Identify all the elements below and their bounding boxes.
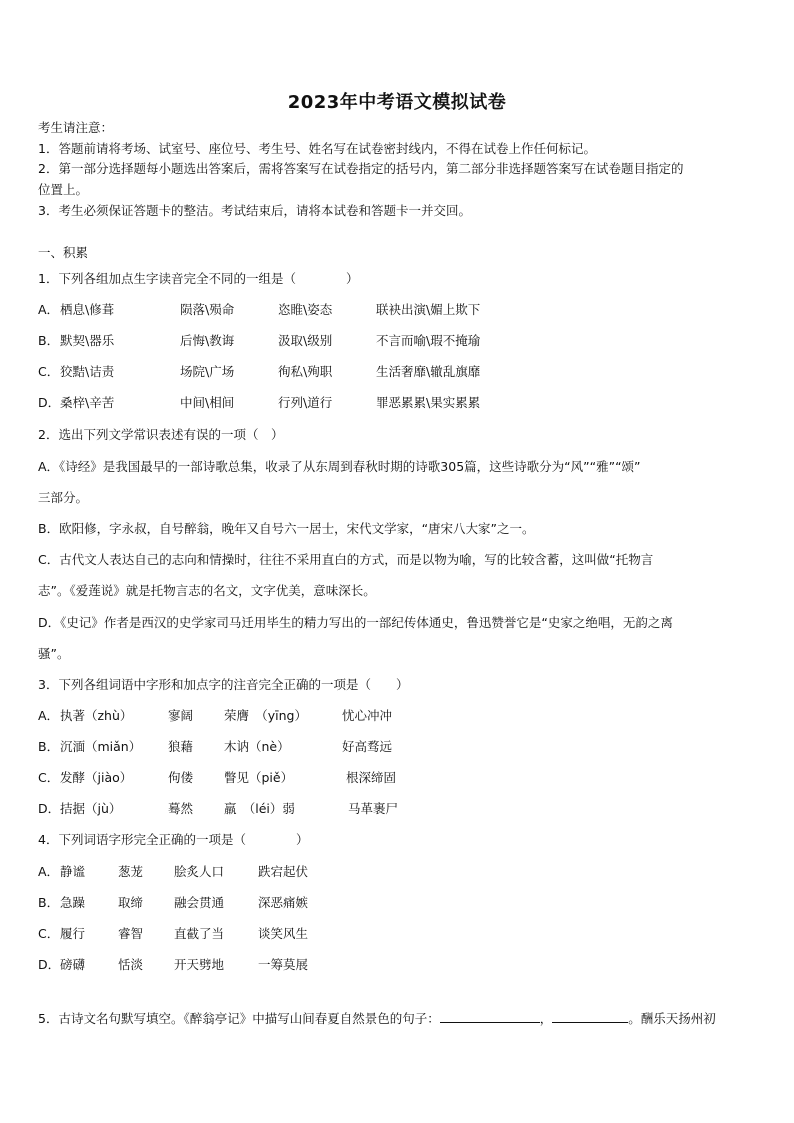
option-item: 根深缔固 [346,770,397,785]
question-stem: 1．下列各组加点生字读音完全不同的一组是（ ） [38,271,359,286]
notice-item: 2．第一部分选择题每小题选出答案后，需将答案写在试卷指定的括号内，第二部分非选择题答案写在试卷题目指定的 [38,161,684,176]
option-item: 中间\相间 [180,395,235,410]
notice-item: 1．答题前请将考场、试室号、座位号、考生号、姓名写在试卷密封线内，不得在试卷上作任何标记。 [38,141,596,156]
q5-separator: ， [539,1011,553,1026]
option-item: 发酵（jiào） [60,770,133,785]
section-heading: 一、积累 [38,245,89,260]
option-item: 恬淡 [118,957,144,972]
option-item: 忧心冲冲 [342,708,393,723]
option-item: 栖息\修葺 [60,302,115,317]
option-item: 谈笑风生 [258,926,309,941]
answer-option-text: D．《史记》作者是西汉的史学家司马迁用毕生的精力写出的一部纪传体通史，鲁迅赞誉它是“史家之绝唱，无韵之离 [38,615,673,630]
option-label: C． [38,770,60,785]
fill-blank[interactable] [440,1009,540,1023]
option-item: 联袂出演\媚上欺下 [376,302,481,317]
option-item: 荣膺 （yīng） [224,708,307,723]
option-label: B． [38,333,60,348]
option-item: 木讷（nè） [224,739,290,754]
option-item: 狼藉 [168,739,194,754]
answer-option [38,863,760,881]
option-label: B． [38,739,60,754]
notice-item: 位置上。 [38,182,89,197]
notice-heading: 考生请注意： [38,120,114,135]
answer-option [38,769,760,787]
answer-option [38,707,760,725]
answer-option-text: A．《诗经》是我国最早的一部诗歌总集，收录了从东周到春秋时期的诗歌305篇，这些诗歌分为“风”“雅”“颂” [38,459,641,474]
option-item: 拮据（jù） [60,801,122,816]
option-item: 取缔 [118,895,144,910]
option-item: 汲取\级别 [278,333,333,348]
option-item: 脍炙人口 [174,864,225,879]
option-item: 融会贯通 [174,895,225,910]
option-label: B． [38,895,60,910]
question-stem: 3．下列各组词语中字形和加点字的注音完全正确的一项是（ ） [38,677,409,692]
answer-option [38,925,760,943]
option-item: 瞥见（piě） [224,770,294,785]
option-item: 寥阔 [168,708,194,723]
option-label: D． [38,957,61,972]
exam-title: 2023年中考语文模拟试卷 [287,92,507,113]
option-label: A． [38,864,60,879]
option-item: 马革裹尸 [348,801,399,816]
option-item: 行列\道行 [278,395,333,410]
option-item: 不言而喻\瑕不掩瑜 [376,333,481,348]
option-item: 狡黠\诘责 [60,364,115,379]
option-item: 开天劈地 [174,957,225,972]
option-item: 磅礴 [60,957,86,972]
notice-item: 3．考生必须保证答题卡的整洁。考试结束后，请将本试卷和答题卡一并交回。 [38,203,471,218]
option-item: 静谧 [60,864,86,879]
option-item: 执著（zhù） [60,708,133,723]
option-item: 葱茏 [118,864,144,879]
answer-option [38,894,760,912]
option-item: 羸 （léi）弱 [224,801,295,816]
option-item: 场院\广场 [180,364,235,379]
option-item: 蓦然 [168,801,194,816]
option-item: 沉湎（miǎn） [60,739,142,754]
option-item: 直截了当 [174,926,225,941]
answer-option-text: B．欧阳修，字永叔，自号醉翁，晚年又自号六一居士，宋代文学家，“唐宋八大家”之一。 [38,521,535,536]
option-label: A． [38,708,60,723]
option-label: C． [38,926,60,941]
answer-option [38,332,760,350]
option-item: 睿智 [118,926,144,941]
question-stem: 4．下列词语字形完全正确的一项是（ ） [38,832,309,847]
option-item: 生活奢靡\辙乱旗靡 [376,364,481,379]
fill-blank[interactable] [552,1009,628,1023]
answer-option [38,301,760,319]
option-item: 陨落\殒命 [180,302,235,317]
answer-option [38,738,760,756]
answer-option-text: 骚”。 [38,646,70,661]
option-label: C． [38,364,60,379]
option-item: 履行 [60,926,86,941]
option-label: A． [38,302,60,317]
answer-option [38,800,760,818]
option-label: D． [38,395,61,410]
option-item: 佝偻 [168,770,194,785]
answer-option-text: 三部分。 [38,490,89,505]
q5-stem-text: 5．古诗文名句默写填空。《醉翁亭记》中描写山间春夏自然景色的句子： [38,1011,440,1026]
answer-option [38,956,760,974]
answer-option [38,363,760,381]
option-item: 跌宕起伏 [258,864,309,879]
question-stem: 2．选出下列文学常识表述有误的一项（ ） [38,427,284,442]
answer-option [38,394,760,412]
option-item: 默契\器乐 [60,333,115,348]
option-item: 好高骛远 [342,739,393,754]
option-label: D． [38,801,61,816]
option-item: 恣睢\姿态 [278,302,333,317]
option-item: 后悔\教诲 [180,333,235,348]
answer-option-text: C．古代文人表达自己的志向和情操时，往往不采用直白的方式，而是以物为喻，写的比较含蓄，这叫做“托物言 [38,552,654,567]
option-item: 一筹莫展 [258,957,309,972]
option-item: 徇私\殉职 [278,364,333,379]
answer-option-text: 志”。《爱莲说》就是托物言志的名文，文字优美，意味深长。 [38,583,376,598]
q5-tail-text: 。酬乐天扬州初 [628,1011,716,1026]
option-item: 罪恶累累\果实累累 [376,395,481,410]
question-stem [38,1009,760,1028]
option-item: 桑梓\辛苦 [60,395,115,410]
option-item: 急躁 [60,895,86,910]
option-item: 深恶痛嫉 [258,895,309,910]
